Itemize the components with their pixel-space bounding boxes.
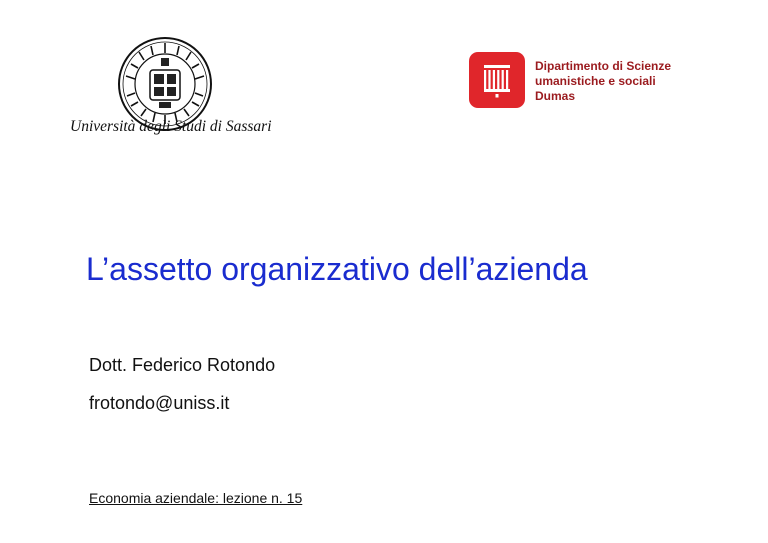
department-name-line-1: Dipartimento di Scienze: [535, 59, 672, 73]
university-name: Università degli Studi di Sassari: [70, 118, 272, 135]
department-name: [535, 59, 735, 104]
lecture-link[interactable]: Economia aziendale: lezione n. 15: [89, 490, 303, 506]
author-email[interactable]: frotondo@uniss.it: [89, 393, 230, 413]
author-name: Dott. Federico Rotondo: [89, 355, 276, 375]
department-name-line-3: Dumas: [535, 89, 576, 103]
slide-title: L’assetto organizzativo dell’azienda: [86, 251, 588, 287]
department-logo-icon: [469, 52, 525, 108]
department-name-line-2: umanistiche e sociali: [535, 74, 656, 88]
